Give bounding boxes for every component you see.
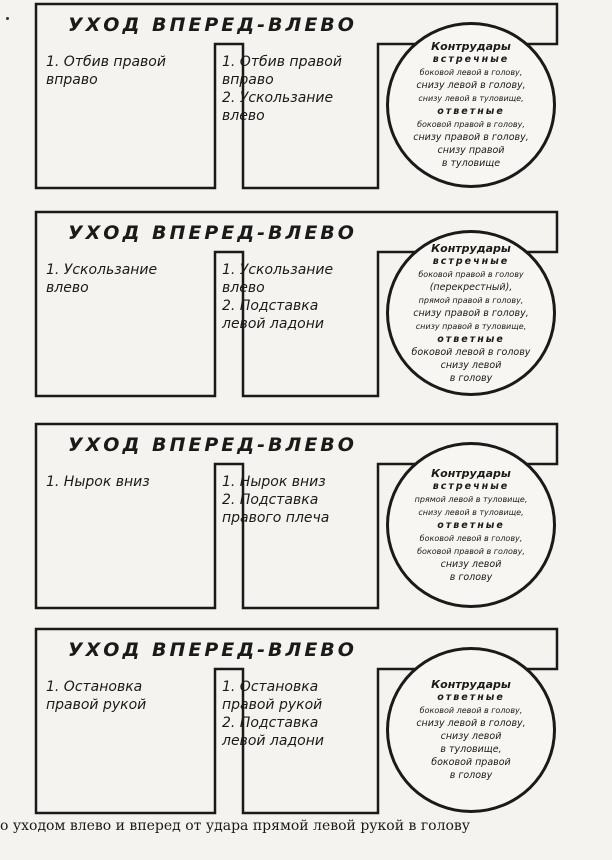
defense-line: 1. Нырок вниз (46, 474, 150, 490)
defense-line: правой рукой (46, 697, 147, 713)
counterattack-line: встречные (432, 54, 510, 65)
defense-line: влево (222, 280, 265, 296)
margin-mark (6, 17, 9, 20)
defense-line: 1. Остановка (46, 679, 143, 695)
counterattack-line: боковой правой в голову, (417, 120, 525, 129)
defense-line: влево (222, 108, 265, 124)
counterattack-line: ответные (437, 333, 505, 345)
diagram-panel (0, 625, 612, 825)
defense-line: 1. Ускользание (222, 262, 334, 278)
right-defense-column (222, 473, 329, 527)
counterattack-line: снизу левой в голову, (416, 718, 526, 729)
counterattack-line: в голову (449, 372, 493, 384)
counterattack-line: снизу правой (437, 145, 505, 156)
counterattack-circle (386, 230, 556, 396)
defense-line: вправо (222, 72, 274, 88)
counterattack-line: в туловище (441, 158, 501, 169)
defense-line: правого плеча (222, 510, 330, 526)
defense-line: 2. Ускользание (222, 90, 334, 106)
counterattack-line: снизу левой (440, 558, 502, 570)
panel-title: УХОД ВПЕРЕД-ВЛЕВО (68, 14, 357, 36)
counterattack-line: ответные (437, 106, 505, 117)
counterattack-line: ответные (437, 692, 505, 703)
defense-line: левой ладони (222, 733, 324, 749)
counterattack-line: снизу левой (440, 359, 502, 371)
diagram-panel (0, 0, 612, 200)
defense-line: 2. Подставка (222, 492, 319, 508)
counterattack-line: прямой левой в туловище, (414, 494, 528, 504)
defense-line: 1. Ускользание (46, 262, 158, 278)
counterattack-line: боковой левой в голову, (419, 706, 523, 715)
counterattack-line: встречные (432, 480, 510, 492)
panel-title: УХОД ВПЕРЕД-ВЛЕВО (68, 222, 357, 244)
left-defense-column (46, 53, 166, 89)
counterattack-line: снизу левой (440, 731, 502, 742)
defense-line: 2. Подставка (222, 298, 319, 314)
left-defense-column (46, 678, 146, 714)
counterattack-line: снизу правой в голову, (413, 307, 529, 319)
defense-line: правой рукой (222, 697, 323, 713)
counterattack-line: в туловище, (440, 744, 502, 755)
counterattack-line: боковой левой в голову, (419, 533, 523, 543)
counterattack-circle (386, 442, 556, 608)
counterattack-line: в голову (449, 770, 493, 781)
counterattack-line: снизу левой в голову, (416, 80, 526, 91)
defense-line: вправо (46, 72, 98, 88)
counterattack-heading: Контрудары (431, 40, 511, 53)
counterattack-line: боковой левой в голову (411, 346, 531, 358)
counterattack-line: снизу левой в туловище, (418, 94, 524, 103)
left-defense-column (46, 261, 157, 297)
counterattack-line: прямой правой в голову, (418, 295, 524, 305)
defense-line: 1. Нырок вниз (222, 474, 326, 490)
diagram-panel (0, 420, 612, 620)
defense-line: 2. Подставка (222, 715, 319, 731)
right-defense-column (222, 53, 342, 125)
counterattack-heading: Контрудары (431, 466, 511, 480)
counterattack-line: снизу правой в голову, (413, 132, 529, 143)
counterattack-line: боковой левой в голову, (419, 68, 523, 77)
counterattack-line: боковой правой в голову, (417, 546, 525, 556)
counterattack-line: ответные (437, 519, 505, 531)
counterattack-line: встречные (432, 255, 510, 267)
counterattack-line: боковой правой в голову (418, 269, 524, 279)
panel-title: УХОД ВПЕРЕД-ВЛЕВО (68, 639, 357, 661)
counterattack-line: снизу правой в туловище, (415, 321, 527, 331)
right-defense-column (222, 678, 324, 750)
defense-line: левой ладони (222, 316, 324, 332)
left-defense-column (46, 473, 150, 491)
counterattack-line: снизу левой в туловище, (418, 507, 524, 517)
counterattack-line: (перекрестный), (429, 281, 513, 293)
defense-line: 1. Отбив правой (222, 54, 342, 70)
counterattack-circle (386, 647, 556, 813)
panel-title: УХОД ВПЕРЕД-ВЛЕВО (68, 434, 357, 456)
defense-line: 1. Остановка (222, 679, 319, 695)
diagram-panel (0, 208, 612, 408)
counterattack-heading: Контрудары (431, 241, 511, 255)
counterattack-heading: Контрудары (431, 678, 511, 691)
counterattack-line: боковой правой (431, 757, 511, 768)
defense-line: влево (46, 280, 89, 296)
defense-line: 1. Отбив правой (46, 54, 166, 70)
counterattack-line: в голову (449, 571, 493, 583)
right-defense-column (222, 261, 333, 333)
figure-caption: о уходом влево и вперед от удара прямой левой рукой в голову (0, 818, 471, 834)
counterattack-circle (386, 22, 556, 188)
